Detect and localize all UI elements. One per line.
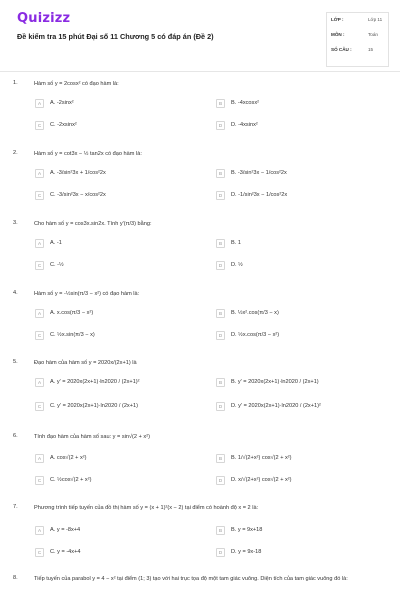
option-text: A. -3/sin²3x + 1/cos²2x bbox=[50, 170, 106, 176]
option-text: B. y = 9x+18 bbox=[231, 527, 263, 533]
question-text: Phương trình tiếp tuyến của đồ thị hàm số y = (x + 1)²(x − 2) tại điểm có hoành độ x = 2 là: bbox=[34, 505, 259, 511]
question-number: 4. bbox=[13, 290, 18, 296]
option-text: D. y = 9x-18 bbox=[231, 549, 262, 555]
option-b[interactable] bbox=[216, 454, 386, 466]
option-b[interactable] bbox=[216, 169, 386, 181]
option-key-box: C bbox=[35, 261, 44, 270]
option-key-box: D bbox=[216, 331, 225, 340]
option-c[interactable] bbox=[35, 402, 205, 414]
option-text: B. -3/sin²3x − 1/cos²2x bbox=[231, 170, 287, 176]
option-text: C. y' = 2020x(2x+1)·ln2020 / (2x+1) bbox=[50, 403, 138, 409]
option-key-box: C bbox=[35, 548, 44, 557]
option-key-box: D bbox=[216, 548, 225, 557]
option-key-box: B bbox=[216, 169, 225, 178]
question-number: 3. bbox=[13, 220, 18, 226]
option-key-box: D bbox=[216, 121, 225, 130]
option-key-box: A bbox=[35, 239, 44, 248]
option-d[interactable] bbox=[216, 121, 386, 133]
option-a[interactable] bbox=[35, 378, 205, 390]
option-key-box: A bbox=[35, 378, 44, 387]
question-text: Tính đạo hàm của hàm số sau: y = sin√(2 + x²) bbox=[34, 434, 150, 440]
option-b[interactable] bbox=[216, 309, 386, 321]
option-text: C. -½ bbox=[50, 262, 64, 268]
option-text: B. 1/√(2+x²) cos√(2 + x²) bbox=[231, 455, 292, 461]
option-d[interactable] bbox=[216, 261, 386, 273]
option-c[interactable] bbox=[35, 261, 205, 273]
question-number: 2. bbox=[13, 150, 18, 156]
option-text: A. x.cos(π/3 − x²) bbox=[50, 310, 94, 316]
option-key-box: C bbox=[35, 476, 44, 485]
option-key-box: A bbox=[35, 526, 44, 535]
info-row-count bbox=[327, 43, 390, 57]
option-text: C. -2xsinx² bbox=[50, 122, 77, 128]
option-d[interactable] bbox=[216, 402, 386, 414]
option-a[interactable] bbox=[35, 454, 205, 466]
question-number: 8. bbox=[13, 575, 18, 581]
option-b[interactable] bbox=[216, 99, 386, 111]
option-text: D. ½ bbox=[231, 262, 243, 268]
option-c[interactable] bbox=[35, 331, 205, 343]
option-key-box: D bbox=[216, 261, 225, 270]
option-key-box: B bbox=[216, 378, 225, 387]
option-text: A. cos√(2 + x²) bbox=[50, 455, 87, 461]
info-box bbox=[326, 12, 389, 67]
option-d[interactable] bbox=[216, 191, 386, 203]
question-text: Hàm số y = -½sin(π/3 − x²) có đạo hàm là: bbox=[34, 291, 140, 297]
option-key-box: C bbox=[35, 402, 44, 411]
option-a[interactable] bbox=[35, 169, 205, 181]
question-text: Cho hàm số y = cos3x.sin2x. Tính y'(π/3) bằng: bbox=[34, 221, 152, 227]
option-text: B. 1 bbox=[231, 240, 241, 246]
question-text: Đạo hàm của hàm số y = 2020x/(2x+1) là bbox=[34, 360, 137, 366]
option-c[interactable] bbox=[35, 476, 205, 488]
option-text: A. y = -8x+4 bbox=[50, 527, 81, 533]
option-a[interactable] bbox=[35, 526, 205, 538]
option-d[interactable] bbox=[216, 476, 386, 488]
question-number: 5. bbox=[13, 359, 18, 365]
option-text: B. y' = 2020x(2x+1)·ln2020 / (2x+1) bbox=[231, 379, 319, 385]
option-text: A. -2sinx² bbox=[50, 100, 74, 106]
option-key-box: B bbox=[216, 309, 225, 318]
option-text: A. y' = 2020x(2x+1)·ln2020 / (2x+1)² bbox=[50, 379, 140, 385]
option-key-box: A bbox=[35, 309, 44, 318]
option-b[interactable] bbox=[216, 526, 386, 538]
option-text: D. ½x.cos(π/3 − x²) bbox=[231, 332, 280, 338]
option-text: C. y = -4x+4 bbox=[50, 549, 81, 555]
question-number: 6. bbox=[13, 433, 18, 439]
option-a[interactable] bbox=[35, 99, 205, 111]
header-divider bbox=[0, 71, 400, 72]
option-text: C. ½x.sin(π/3 − x) bbox=[50, 332, 95, 338]
option-key-box: A bbox=[35, 169, 44, 178]
info-value: Lớp 11 bbox=[368, 17, 383, 22]
option-key-box: B bbox=[216, 454, 225, 463]
option-key-box: B bbox=[216, 526, 225, 535]
option-d[interactable] bbox=[216, 331, 386, 343]
info-row-class bbox=[327, 13, 390, 27]
worksheet-title: Đề kiểm tra 15 phút Đại số 11 Chương 5 có đáp án (Đề 2) bbox=[17, 32, 214, 41]
option-key-box: B bbox=[216, 239, 225, 248]
info-label: MÔN : bbox=[331, 32, 345, 37]
question-number: 1. bbox=[13, 80, 18, 86]
option-b[interactable] bbox=[216, 378, 386, 390]
option-key-box: A bbox=[35, 99, 44, 108]
option-c[interactable] bbox=[35, 191, 205, 203]
option-text: A. -1 bbox=[50, 240, 62, 246]
option-b[interactable] bbox=[216, 239, 386, 251]
info-value: Toán bbox=[368, 32, 378, 37]
option-text: C. ½cos√(2 + x²) bbox=[50, 477, 92, 483]
option-text: D. y' = 2020x(2x+1)·ln2020 / (2x+1)² bbox=[231, 403, 321, 409]
option-text: D. -4xsinx² bbox=[231, 122, 258, 128]
option-key-box: D bbox=[216, 476, 225, 485]
option-key-box: B bbox=[216, 99, 225, 108]
worksheet-header bbox=[0, 0, 400, 72]
option-key-box: C bbox=[35, 191, 44, 200]
option-d[interactable] bbox=[216, 548, 386, 560]
question-text: Hàm số y = cot3x − ½ tan2x có đạo hàm là: bbox=[34, 151, 142, 157]
question-number: 7. bbox=[13, 504, 18, 510]
option-key-box: D bbox=[216, 191, 225, 200]
option-text: B. -4xcosx² bbox=[231, 100, 259, 106]
option-key-box: C bbox=[35, 331, 44, 340]
info-value: 15 bbox=[368, 47, 374, 52]
option-c[interactable] bbox=[35, 548, 205, 560]
info-row-subject bbox=[327, 28, 390, 42]
option-c[interactable] bbox=[35, 121, 205, 133]
option-a[interactable] bbox=[35, 309, 205, 321]
quizizz-logo: Quizizz bbox=[17, 11, 71, 26]
option-text: D. -1/sin²3x − 1/cos²2x bbox=[231, 192, 288, 198]
option-key-box: C bbox=[35, 121, 44, 130]
info-label: SỐ CÂU : bbox=[331, 47, 352, 52]
question-text: Tiếp tuyến của parabol y = 4 − x² tại điểm (1; 3) tạo với hai trục tọa độ một tam giác vuông. Diện tích của tam giác vuông đó là: bbox=[34, 576, 348, 582]
option-text: B. ½x².cos(π/3 − x) bbox=[231, 310, 279, 316]
option-a[interactable] bbox=[35, 239, 205, 251]
info-label: LỚP : bbox=[331, 17, 344, 22]
question-text: Hàm số y = 2cosx² có đạo hàm là: bbox=[34, 81, 119, 87]
option-key-box: D bbox=[216, 402, 225, 411]
option-text: C. -3/sin²3x − x/cos²2x bbox=[50, 192, 106, 198]
option-text: D. x/√(2+x²) cos√(2 + x²) bbox=[231, 477, 292, 483]
option-key-box: A bbox=[35, 454, 44, 463]
